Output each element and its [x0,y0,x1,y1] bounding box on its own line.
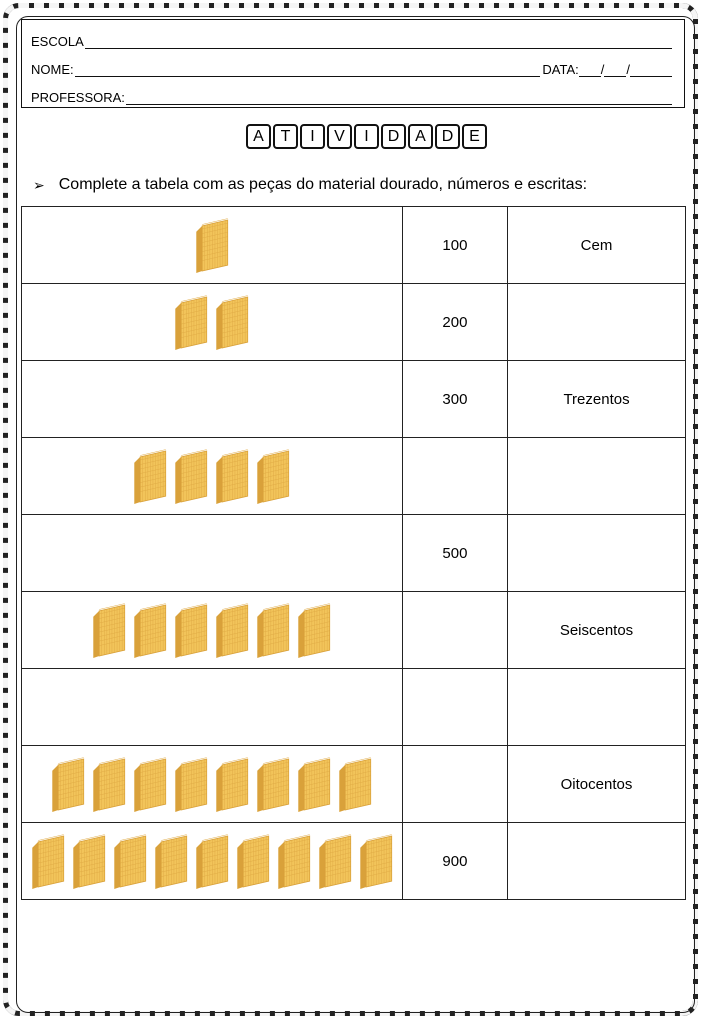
hundred-plate-icon [215,449,249,504]
date-separator: / [600,62,605,77]
teacher-blank[interactable] [126,91,672,105]
hundred-plate-icon [133,603,167,658]
table-row [22,361,686,438]
title-letter: V [327,124,352,149]
hundred-plate-icon [236,834,270,889]
hundred-plate-icon [297,603,331,658]
hundred-plate-icon [277,834,311,889]
date-month-blank[interactable] [604,63,626,77]
hundred-plate-icon [338,757,372,812]
hundred-plate-icon [215,757,249,812]
hundred-plate-icon [174,757,208,812]
hundred-plate-icon [215,603,249,658]
hundred-plate-icon [154,834,188,889]
hundred-plate-icon [92,757,126,812]
hundred-plate-icon [133,757,167,812]
title-letter: I [354,124,379,149]
title-letter: T [273,124,298,149]
hundred-plate-icon [297,757,331,812]
date-label: DATA: [542,62,579,77]
date-year-blank[interactable] [630,63,672,77]
teacher-line[interactable] [31,87,672,105]
hundred-plate-icon [113,834,147,889]
date-day-blank[interactable] [579,63,601,77]
name-line[interactable] [31,59,672,77]
word-cell[interactable] [508,438,686,515]
number-cell: 900 [402,823,507,900]
word-cell[interactable] [508,284,686,361]
word-cell: Seiscentos [508,592,686,669]
title-letter: A [246,124,271,149]
school-label: ESCOLA [31,34,84,49]
word-cell: Cem [508,207,686,284]
date-field[interactable] [542,62,672,77]
teacher-label: PROFESSORA: [31,90,125,105]
title-letter: E [462,124,487,149]
table-row [22,207,686,284]
pieces-cell [22,438,403,515]
table-row [22,438,686,515]
pieces-cell [22,823,403,900]
number-cell: 500 [402,515,507,592]
name-blank[interactable] [75,63,541,77]
arrow-bullet-icon: ➢ [33,176,45,193]
table-row [22,746,686,823]
school-blank[interactable] [85,35,672,49]
hundred-plate-icon [174,603,208,658]
number-cell[interactable] [402,438,507,515]
table-row [22,669,686,746]
instruction [33,176,587,194]
table-row [22,515,686,592]
hundred-plate-icon [256,603,290,658]
hundred-plate-icon [256,757,290,812]
word-cell[interactable] [508,823,686,900]
number-cell: 200 [402,284,507,361]
school-line[interactable] [31,31,672,49]
table-row [22,823,686,900]
table-row [22,592,686,669]
pieces-cell [22,284,403,361]
number-cell[interactable] [402,669,507,746]
hundred-plate-icon [318,834,352,889]
name-label: NOME: [31,62,74,77]
number-cell[interactable] [402,592,507,669]
hundred-plate-icon [92,603,126,658]
number-cell: 300 [402,361,507,438]
hundred-plate-icon [133,449,167,504]
student-info-box [21,19,685,108]
title-letter: D [435,124,460,149]
hundred-plate-icon [174,295,208,350]
word-cell[interactable] [508,515,686,592]
pieces-cell [22,207,403,284]
title-letter: D [381,124,406,149]
pieces-cell[interactable] [22,669,403,746]
hundred-plate-icon [51,757,85,812]
word-cell: Trezentos [508,361,686,438]
hundred-plate-icon [215,295,249,350]
activity-title [246,124,487,149]
hundred-plate-icon [256,449,290,504]
number-cell: 100 [402,207,507,284]
hundred-plate-icon [72,834,106,889]
pieces-cell [22,592,403,669]
table-row [22,284,686,361]
pieces-cell [22,746,403,823]
worksheet-table [21,206,686,900]
hundred-plate-icon [174,449,208,504]
hundred-plate-icon [195,834,229,889]
title-letter: I [300,124,325,149]
hundred-plate-icon [359,834,393,889]
word-cell: Oitocentos [508,746,686,823]
pieces-cell[interactable] [22,515,403,592]
word-cell[interactable] [508,669,686,746]
pieces-cell[interactable] [22,361,403,438]
hundred-plate-icon [31,834,65,889]
instruction-text: Complete a tabela com as peças do material dourado, números e escritas: [58,176,588,193]
hundred-plate-icon [195,218,229,273]
number-cell[interactable] [402,746,507,823]
title-letter: A [408,124,433,149]
date-separator: / [626,62,630,77]
